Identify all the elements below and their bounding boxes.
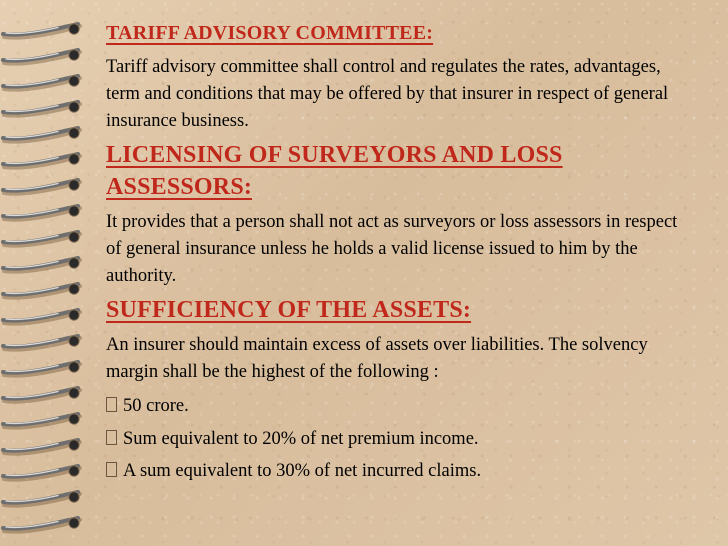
binding-ring-icon bbox=[0, 358, 90, 380]
licensing-heading: LICENSING OF SURVEYORS AND LOSS ASSESSORS: bbox=[106, 142, 563, 200]
binding-ring-icon bbox=[0, 20, 90, 42]
bullet-box-icon bbox=[106, 397, 117, 412]
binding-ring-icon bbox=[0, 410, 90, 432]
bullet-text: 50 crore. bbox=[123, 396, 189, 416]
binding-ring-icon bbox=[0, 514, 90, 536]
binding-ring-icon bbox=[0, 306, 90, 328]
binding-ring-icon bbox=[0, 72, 90, 94]
binding-ring-icon bbox=[0, 176, 90, 198]
assets-text: An insurer should maintain excess of assets over liabilities. The solvency margin shall be the highest of the following : bbox=[106, 335, 648, 382]
binding-ring-icon bbox=[0, 436, 90, 458]
bullet-item bbox=[106, 390, 696, 423]
bullet-item bbox=[106, 423, 696, 456]
tariff-committee-heading: TARIFF ADVISORY COMMITTEE: bbox=[106, 22, 434, 44]
tariff-committee-text: Tariff advisory committee shall control and regulates the rates, advantages, term and conditions that may be offered by that insurer in respect of general insurance business. bbox=[106, 57, 669, 131]
binding-ring-icon bbox=[0, 150, 90, 172]
bullet-item bbox=[106, 455, 696, 488]
bullet-box-icon bbox=[106, 462, 117, 477]
binding-ring-icon bbox=[0, 124, 90, 146]
binding-ring-icon bbox=[0, 332, 90, 354]
binding-ring-icon bbox=[0, 254, 90, 276]
binding-ring-icon bbox=[0, 46, 90, 68]
bullet-box-icon bbox=[106, 430, 117, 445]
licensing-text: It provides that a person shall not act as surveyors or loss assessors in respect of general insurance unless he holds a valid license issued to him by the authority. bbox=[106, 212, 678, 286]
binding-ring-icon bbox=[0, 202, 90, 224]
assets-heading: SUFFICIENCY OF THE ASSETS: bbox=[106, 297, 472, 323]
binding-ring-icon bbox=[0, 488, 90, 510]
binding-ring-icon bbox=[0, 384, 90, 406]
bullet-text: A sum equivalent to 30% of net incurred claims. bbox=[123, 461, 482, 481]
binding-ring-icon bbox=[0, 280, 90, 302]
binding-ring-icon bbox=[0, 228, 90, 250]
spiral-binding bbox=[0, 0, 92, 546]
binding-ring-icon bbox=[0, 98, 90, 120]
slide-content bbox=[106, 18, 696, 488]
bullet-text: Sum equivalent to 20% of net premium income. bbox=[123, 428, 479, 449]
binding-ring-icon bbox=[0, 462, 90, 484]
